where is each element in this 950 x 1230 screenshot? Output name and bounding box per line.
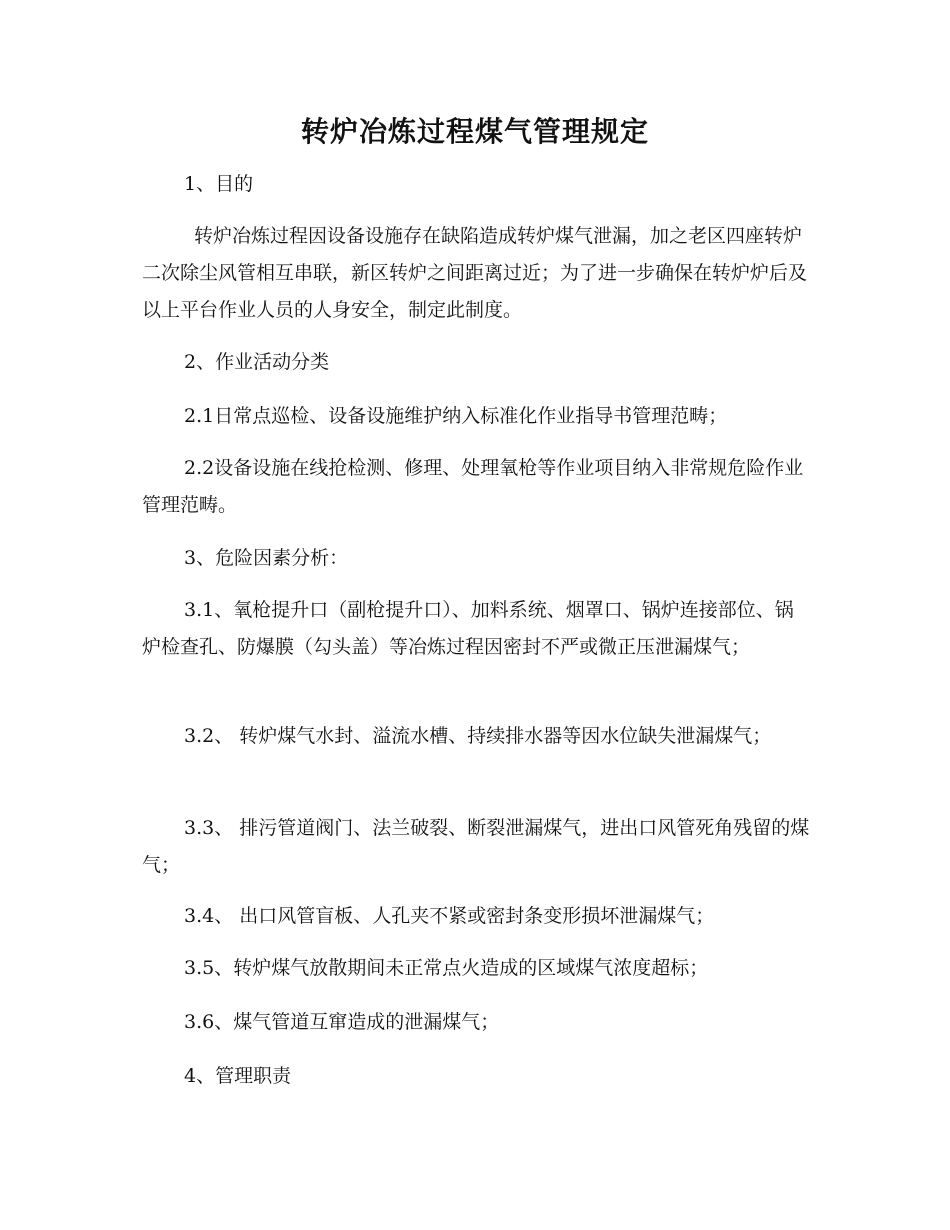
section-heading-purpose: 1、目的 <box>184 173 254 195</box>
paragraph-2-2: 2.2设备设施在线抢检测、修理、处理氧枪等作业项目纳入非常规危险作业管理范畴。 <box>142 457 804 516</box>
paragraph-3-6: 3.6、煤气管道互窜造成的泄漏煤气； <box>184 1011 500 1033</box>
paragraph-2-1: 2.1日常点巡检、设备设施维护纳入标准化作业指导书管理范畴； <box>184 405 728 427</box>
section-heading-hazard-analysis: 3、危险因素分析： <box>184 547 349 569</box>
paragraph-3-2: 3.2、 转炉煤气水封、溢流水槽、持续排水器等因水位缺失泄漏煤气； <box>184 725 772 747</box>
paragraph-3-4: 3.4、 出口风管盲板、人孔夹不紧或密封条变形损坏泄漏煤气； <box>184 905 715 927</box>
document-title: 转炉冶炼过程煤气管理规定 <box>300 115 649 148</box>
paragraph-purpose: 转炉冶炼过程因设备设施存在缺陷造成转炉煤气泄漏，加之老区四座转炉二次除尘风管相互串联，新区转炉之间距离过近；为了进一步确保在转炉炉后及以上平台作业人员的人身安全，制定此制度。 <box>142 225 808 321</box>
paragraph-3-3: 3.3、 排污管道阀门、法兰破裂、断裂泄漏煤气，进出口风管死角残留的煤气； <box>142 817 810 876</box>
paragraph-3-1: 3.1、氧枪提升口（副枪提升口）、加料系统、烟罩口、锅炉连接部位、锅炉检查孔、防爆膜（勾头盖）等冶炼过程因密封不严或微正压泄漏煤气； <box>142 599 794 658</box>
paragraph-3-5: 3.5、转炉煤气放散期间未正常点火造成的区域煤气浓度超标； <box>184 957 709 979</box>
section-heading-activity-classification: 2、作业活动分类 <box>184 351 330 373</box>
section-heading-management-responsibilities: 4、管理职责 <box>184 1065 292 1087</box>
